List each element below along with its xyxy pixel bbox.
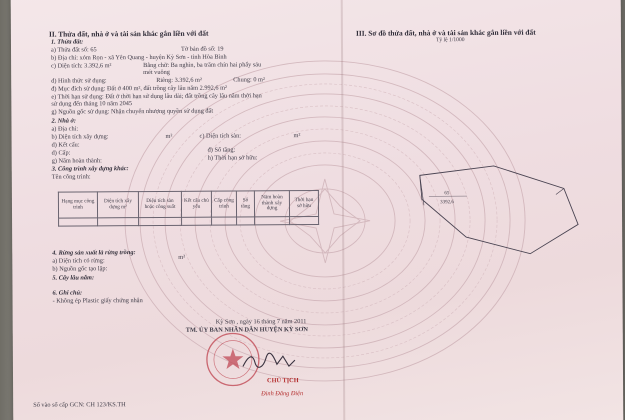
land-area: c) Diện tích: 3.392,6 m² — [51, 62, 112, 70]
page-fold — [341, 0, 346, 420]
section-ii-title: II. Thửa đất, nhà ở và tài sản khác gắn liền với đất — [48, 28, 209, 39]
chairman-title: CHỦ TỊCH — [267, 377, 299, 385]
land-purpose: đ) Mục đích sử dụng: Đất ở 400 m², đất trồng cây lâu năm 2.992,6 m² — [51, 84, 227, 93]
table-header-cell: Số tầng — [236, 191, 254, 217]
table-header-cell: Cấp công trình — [211, 191, 236, 217]
house-ownership-term: h) Thời hạn sở hữu: — [207, 154, 258, 162]
issue-date: Kỳ Sơn , ngày 16 tháng 7 năm 2011 — [215, 318, 307, 326]
house-year: g) Năm hoàn thành: — [51, 157, 102, 165]
use-private: Riêng: 3.392,6 m² — [156, 76, 202, 84]
forest-unit: m² — [178, 253, 186, 261]
table-header-cell: Năm hoàn thành xây dựng — [254, 191, 289, 217]
signer-name: Đinh Đăng Điện — [261, 390, 304, 398]
map-scale: Tỷ lệ 1/1000 — [435, 37, 465, 44]
house-structure: d) Kết cấu: — [51, 141, 80, 149]
house-floors: đ) Số tầng: — [207, 146, 236, 154]
table-header-cell: Diện tích sàn hoặc công suất — [138, 191, 181, 217]
issuing-authority: TM. ỦY BAN NHÂN DÂN HUYỆN KỲ SƠN — [185, 326, 308, 334]
registry-number: Số vào sổ cấp GCN: CH 123/KS.TH — [33, 401, 126, 409]
perennial-heading: 5. Cây lâu năm: — [52, 274, 95, 282]
house-unit-1: m² — [165, 132, 173, 140]
notes-text: - Không ép Plastic giấy chứng nhận — [52, 297, 143, 305]
parcel-diagram — [412, 158, 581, 259]
table-row — [59, 216, 319, 226]
house-grade: d) Cấp: — [51, 149, 71, 157]
forest-area: a) Diện tích có rừng: — [52, 257, 105, 265]
parcel-number-label: 65 — [444, 191, 450, 197]
house-unit-2: m² — [293, 132, 301, 140]
works-heading: 3. Công trình xây dựng khác: — [51, 165, 129, 173]
signature-mark — [239, 350, 299, 372]
table-header-cell: Diện tích xây dựng m² — [97, 192, 138, 218]
house-address: a) Địa chỉ: — [51, 125, 79, 133]
parcel-number: a) Thửa đất số: 65 — [51, 46, 97, 54]
area-in-words: Bằng chữ: Ba nghìn, ba trăm chín hai phẩy sáu — [143, 61, 262, 70]
table-header-cell: Hạng mục công trình — [58, 192, 97, 218]
section-iii-title: III. Sơ đồ thửa đất, nhà ở và tài sản khác gắn liền với đất — [355, 27, 536, 38]
use-common: Chung: 0 m² — [233, 76, 265, 84]
use-form: d) Hình thức sử dụng: — [51, 77, 107, 85]
land-heading: 1. Thửa đất: — [50, 38, 84, 46]
area-in-words-cont: mét vuông — [143, 68, 170, 77]
use-term-cont: sử dụng đến tháng 10 năm 2045 — [51, 100, 133, 108]
land-address: b) Địa chỉ: xóm Rọn - xã Yên Quang - huyện Kỳ Sơn - tỉnh Hòa Bình — [51, 53, 227, 62]
works-name: Tên công trình: — [51, 173, 91, 181]
house-heading: 2. Nhà ở: — [51, 117, 77, 125]
parcel-area-label: 3392,6 — [440, 200, 454, 206]
house-floor-area: c) Diện tích sàn: — [199, 132, 242, 140]
table-header-cell: Thời hạn sở hữu — [289, 190, 318, 216]
works-table — [58, 190, 319, 227]
land-certificate-page — [11, 0, 624, 420]
forest-heading: 4. Rừng sản xuất là rừng trồng: — [52, 249, 136, 257]
map-sheet: Tờ bản đồ số: 19 — [180, 45, 224, 53]
notes-heading: 6. Ghi chú: — [52, 289, 83, 297]
forest-origin: b) Nguồn gốc tạo lập: — [52, 265, 108, 273]
land-origin: g) Nguồn gốc sử dụng: Nhận chuyển nhượng quyền sử dụng đất — [51, 107, 214, 116]
house-build-area: b) Diện tích xây dựng: — [51, 133, 109, 141]
use-term: e) Thời hạn sử dụng: Đất ở thời hạn sử dụng lâu dài; đất trồng cây lâu năm thời hạn — [51, 92, 262, 101]
table-header-cell: Kết cấu chủ yếu — [181, 191, 211, 217]
